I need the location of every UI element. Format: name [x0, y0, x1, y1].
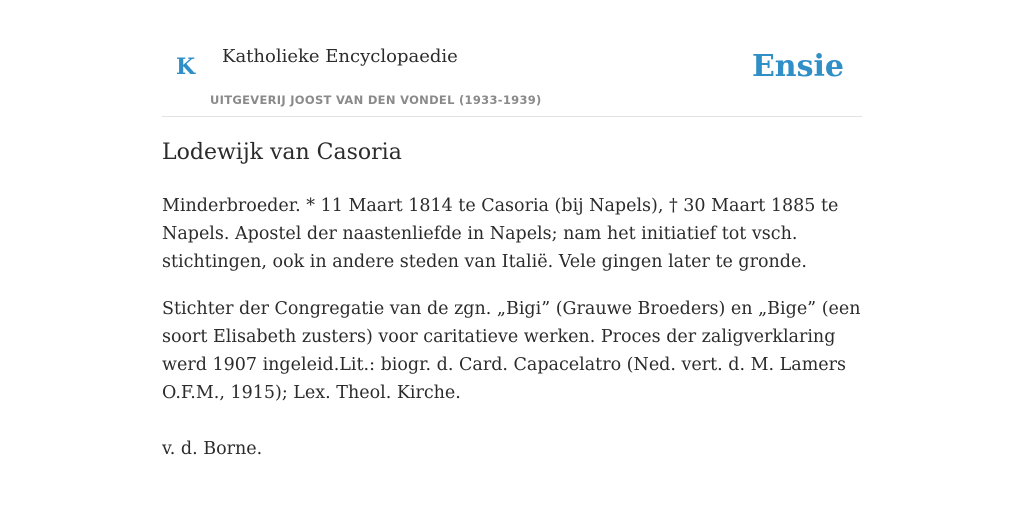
encyclopedia-logo-icon[interactable]: K: [176, 54, 196, 80]
article-paragraph: Minderbroeder. * 11 Maart 1814 te Casoria (bij Napels), † 30 Maart 1885 te Napels. Apostel der naastenliefde in Napels; nam het initiatief tot vsch. stichtingen, ook in andere steden van Italië. Vele gingen later te gronde.: [162, 196, 839, 272]
article-paragraph: Stichter der Congregatie van de zgn. „Bigi” (Grauwe Broeders) en „Bige” (een soort Elisabeth zusters) voor caritatieve werken. Proces der zaligverklaring werd 1907 ingeleid.Lit.: biogr. d. Card. Capacelatro (Ned. vert. d. M. Lamers O.F.M., 1915); Lex. Theol. Kirche.: [162, 299, 861, 403]
publisher-label: UITGEVERIJ JOOST VAN DEN VONDEL (1933-1939): [210, 93, 542, 107]
header: [162, 0, 862, 117]
page: [162, 0, 862, 459]
article-title: Lodewijk van Casoria: [162, 140, 402, 165]
article-author: v. d. Borne.: [162, 439, 263, 459]
encyclopedia-title-link[interactable]: Katholieke Encyclopaedie: [222, 46, 458, 67]
ensie-logo-link[interactable]: Ensie: [751, 49, 844, 84]
